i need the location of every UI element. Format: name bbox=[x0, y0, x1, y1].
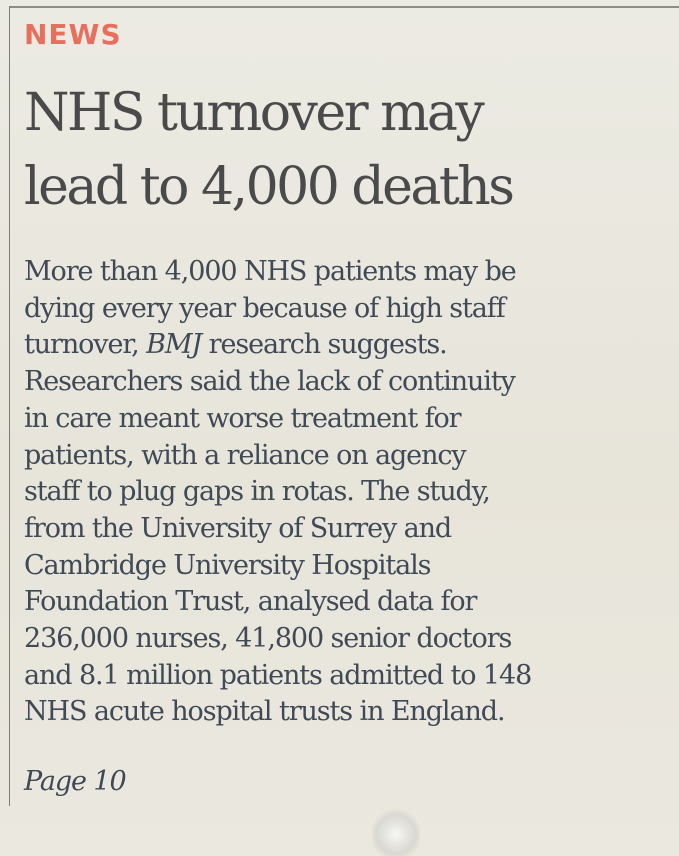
paper-stain bbox=[372, 808, 420, 856]
body-line: patients, with a reliance on agency bbox=[24, 439, 466, 471]
body-line: More than 4,000 NHS patients may be bbox=[24, 256, 516, 287]
top-rule bbox=[10, 6, 679, 8]
article-body bbox=[24, 254, 674, 731]
body-line: Cambridge University Hospitals bbox=[24, 549, 431, 581]
body-line: NHS acute hospital trusts in England. bbox=[24, 696, 505, 728]
body-text: turnover, bbox=[24, 329, 147, 361]
headline-line-1: NHS turnover may bbox=[24, 83, 483, 143]
section-label: NEWS bbox=[24, 18, 122, 51]
body-text: research suggests. bbox=[201, 329, 447, 361]
headline bbox=[24, 76, 674, 224]
body-line: 236,000 nurses, 41,800 senior doctors bbox=[24, 623, 512, 655]
body-line: dying every year because of high staff bbox=[24, 292, 505, 324]
publication-name: BMJ bbox=[146, 329, 202, 361]
headline-line-2: lead to 4,000 deaths bbox=[24, 157, 513, 217]
body-line: Researchers said the lack of continuity bbox=[24, 366, 515, 398]
body-line: and 8.1 million patients admitted to 148 bbox=[24, 659, 532, 691]
body-line: staff to plug gaps in rotas. The study, bbox=[24, 476, 490, 508]
body-line: from the University of Surrey and bbox=[24, 512, 452, 544]
body-line: in care meant worse treatment for bbox=[24, 402, 461, 434]
body-line: Foundation Trust, analysed data for bbox=[24, 586, 477, 618]
body-line bbox=[24, 327, 674, 364]
page-reference: Page 10 bbox=[24, 766, 126, 797]
left-column-rule bbox=[9, 6, 10, 806]
